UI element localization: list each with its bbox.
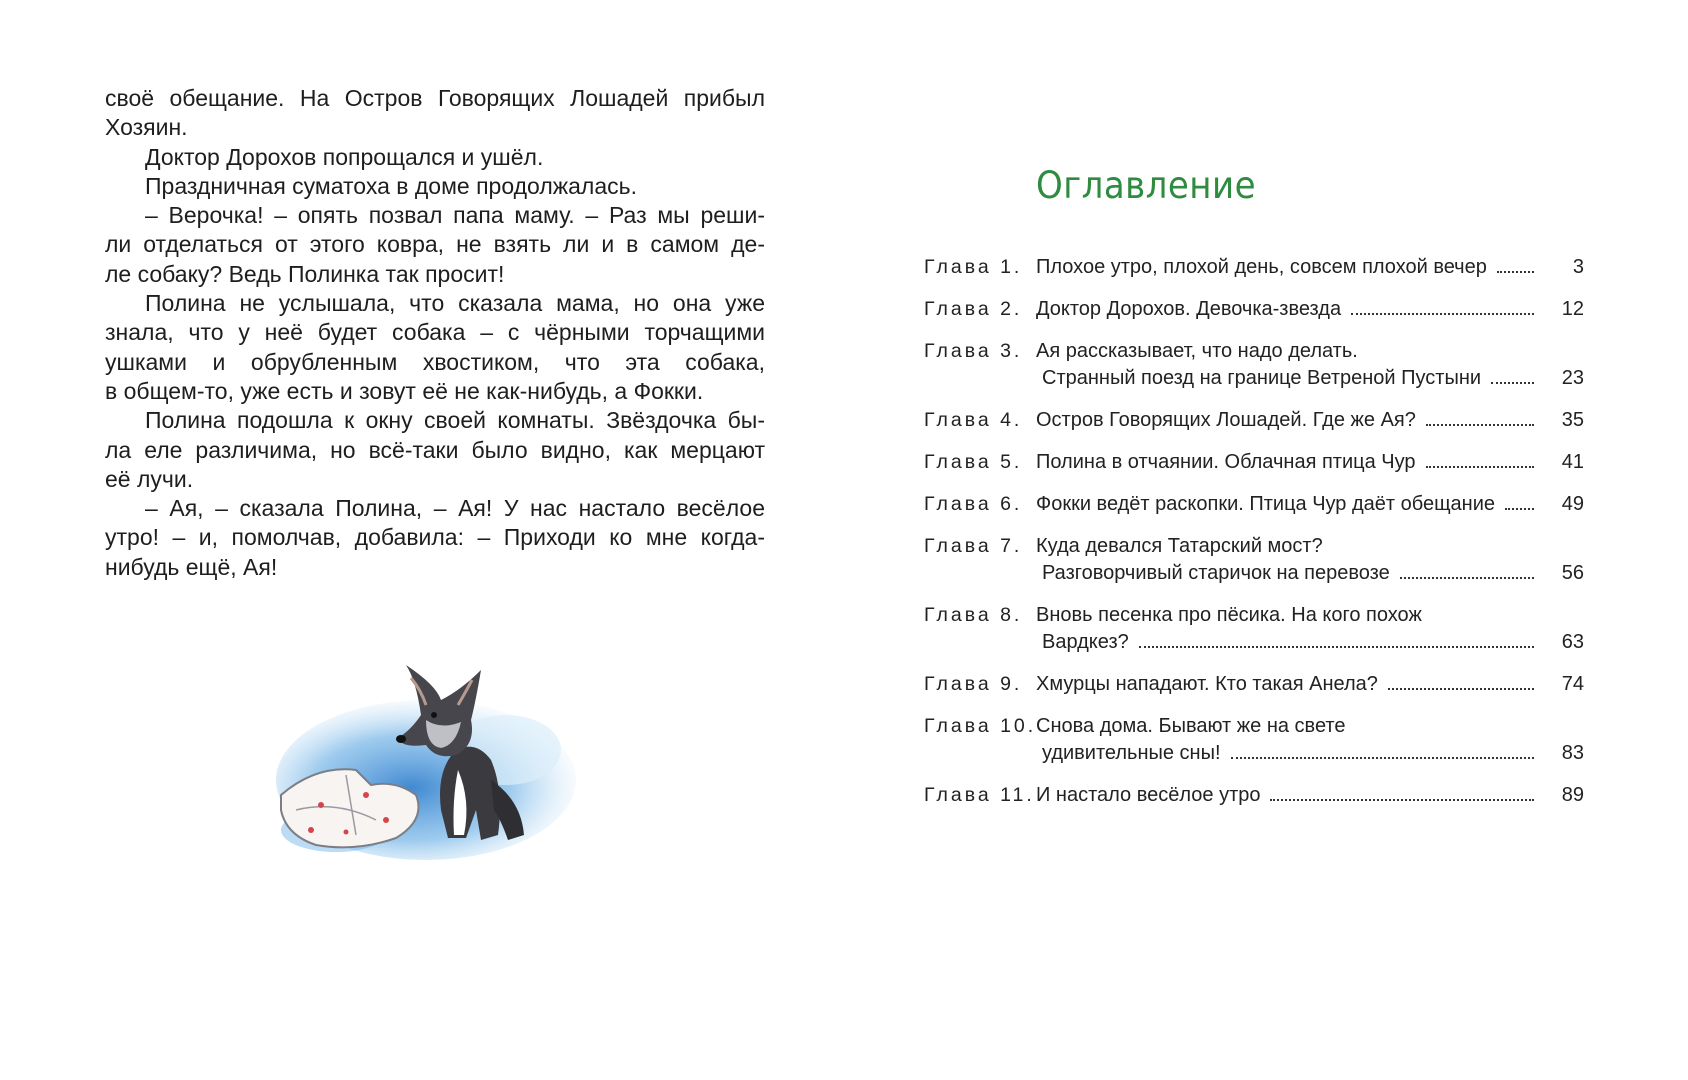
chapter-title-cont: Вардкез?	[1042, 631, 1129, 653]
text-line: ла еле различима, но всё-таки было видно, как мерцают	[105, 436, 765, 463]
dot-leader	[1505, 494, 1534, 510]
dot-leader	[1351, 299, 1534, 315]
puppy-illustration	[276, 660, 586, 875]
chapter-title: Остров Говорящих Лошадей. Где же Ая?	[1036, 409, 1416, 431]
text-line: Полина не услышала, что сказала мама, но она уже	[145, 290, 765, 317]
dot-leader	[1426, 410, 1534, 426]
chapter-label: Глава 5.	[924, 451, 1023, 473]
text-line: знала, что у неё будет собака – с чёрными торчащими	[105, 319, 765, 346]
text-line: – Верочка! – опять позвал папа маму. – Раз мы реши-	[145, 202, 765, 229]
chapter-label: Глава 9.	[924, 673, 1023, 695]
chapter-title-cont: Разговорчивый старичок на перевозе	[1042, 562, 1390, 584]
text-line: своё обещание. На Остров Говорящих Лошадей прибыл	[105, 85, 765, 111]
text-line: в общем-то, уже есть и зовут её не как-нибудь, а Фокки.	[105, 377, 704, 404]
chapter-label: Глава 7.	[924, 535, 1023, 557]
chapter-title: Плохое утро, плохой день, совсем плохой вечер	[1036, 256, 1487, 278]
text-line: Хозяин.	[105, 114, 188, 141]
chapter-title: Ая рассказывает, что надо делать.	[1036, 340, 1358, 362]
toc-entry-11[interactable]	[924, 784, 1584, 811]
page-number: 74	[1561, 673, 1584, 695]
chapter-title: Хмурцы нападают. Кто такая Анела?	[1036, 673, 1378, 695]
dot-leader	[1388, 674, 1534, 690]
text-line: её лучи.	[105, 465, 194, 492]
chapter-title: И настало весёлое утро	[1036, 784, 1261, 806]
page-number: 56	[1561, 562, 1584, 584]
text-line: ли отделаться от этого ковра, не взять ли и в самом де-	[105, 231, 765, 258]
chapter-title: Доктор Дорохов. Девочка-звезда	[1036, 298, 1342, 320]
text-line: Полина подошла к окну своей комнаты. Звёздочка бы-	[145, 407, 765, 434]
toc-entry-1[interactable]	[924, 256, 1584, 283]
toc-entry-6[interactable]	[924, 493, 1584, 520]
dot-leader	[1139, 632, 1534, 648]
toc-entry-5[interactable]	[924, 451, 1584, 478]
dot-leader	[1270, 785, 1534, 801]
chapter-label: Глава 8.	[924, 604, 1023, 626]
text-line: Праздничная суматоха в доме продолжалась.	[145, 172, 637, 199]
page-number: 3	[1572, 256, 1584, 278]
page-number: 89	[1561, 784, 1584, 806]
page-number: 12	[1561, 298, 1584, 320]
chapter-label: Глава 3.	[924, 340, 1023, 362]
page-number: 35	[1561, 409, 1584, 431]
text-line: ушками и обрубленным хвостиком, что эта собака,	[105, 348, 765, 375]
chapter-title: Вновь песенка про пёсика. На кого похож	[1036, 604, 1422, 626]
toc-entry-10[interactable]	[924, 715, 1584, 769]
chapter-label: Глава 10.	[924, 715, 1037, 737]
page-number: 49	[1561, 493, 1584, 515]
toc-entry-9[interactable]	[924, 673, 1584, 700]
toc-entry-4[interactable]	[924, 409, 1584, 436]
dot-leader	[1231, 743, 1534, 759]
page-number: 63	[1561, 631, 1584, 653]
chapter-label: Глава 11.	[924, 784, 1035, 806]
chapter-label: Глава 2.	[924, 298, 1023, 320]
chapter-label: Глава 4.	[924, 409, 1023, 431]
chapter-label: Глава 1.	[924, 256, 1023, 278]
chapter-title-cont: Странный поезд на границе Ветреной Пустыни	[1042, 367, 1482, 389]
story-text	[105, 84, 765, 582]
text-line: ле собаку? Ведь Полинка так просит!	[105, 260, 505, 287]
toc-title: Оглавление	[1036, 164, 1256, 207]
chapter-title: Куда девался Татарский мост?	[1036, 535, 1323, 557]
text-line: – Ая, – сказала Полина, – Ая! У нас настало весёлое	[145, 495, 765, 522]
page-number: 83	[1561, 742, 1584, 764]
chapter-label: Глава 6.	[924, 493, 1023, 515]
toc-entry-8[interactable]	[924, 604, 1584, 658]
dot-leader	[1497, 257, 1534, 273]
text-line: нибудь ещё, Ая!	[105, 553, 278, 580]
chapter-title-cont: удивительные сны!	[1042, 742, 1221, 764]
toc-entry-7[interactable]	[924, 535, 1584, 589]
toc-entry-2[interactable]	[924, 298, 1584, 325]
dot-leader	[1426, 452, 1535, 468]
dot-leader	[1400, 563, 1534, 579]
text-line: Доктор Дорохов попрощался и ушёл.	[145, 143, 544, 170]
toc-entry-3[interactable]	[924, 340, 1584, 394]
chapter-title: Снова дома. Бывают же на свете	[1036, 715, 1346, 737]
page-number: 23	[1561, 367, 1584, 389]
page-number: 41	[1561, 451, 1584, 473]
chapter-title: Полина в отчаянии. Облачная птица Чур	[1036, 451, 1416, 473]
dot-leader	[1491, 368, 1534, 384]
text-line: утро! – и, помолчав, добавила: – Приходи ко мне когда-	[105, 524, 765, 551]
chapter-title: Фокки ведёт раскопки. Птица Чур даёт обещание	[1036, 493, 1496, 515]
